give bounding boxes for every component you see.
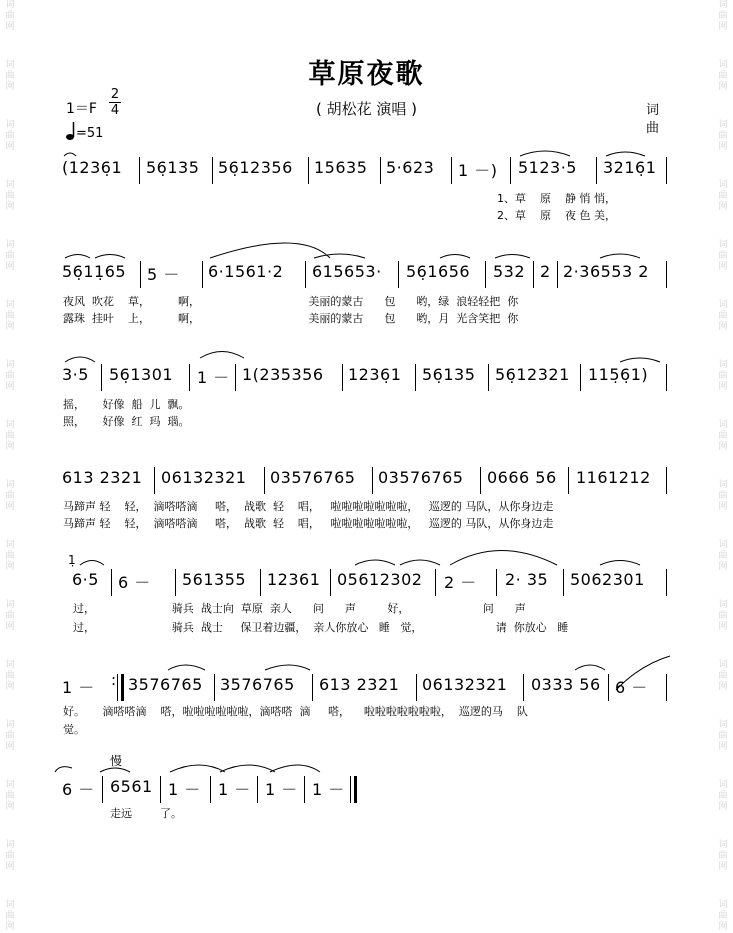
measure: 56̣1656	[406, 262, 471, 281]
measure: 12361	[267, 570, 321, 589]
lyric-line: 露珠 挂叶 上， 啊， 美丽的蒙古 包 哟，月 光含笑把 你	[63, 312, 519, 325]
barline	[308, 157, 309, 184]
tempo-slow-marking: 慢	[110, 754, 123, 768]
measure: 5062301	[570, 570, 645, 589]
measure: 03576765	[378, 468, 464, 487]
barline	[140, 261, 141, 288]
measure: 2· 35	[505, 570, 549, 589]
measure: 115̣6̣1)	[588, 365, 649, 384]
barline	[510, 157, 511, 184]
measure: 6 －	[118, 573, 151, 592]
barline	[380, 157, 381, 184]
barline	[372, 467, 373, 494]
lyric-line: 1、草 原 静 悄 悄，	[497, 192, 616, 205]
barline	[666, 674, 667, 701]
measure: 3216̣1	[603, 158, 657, 177]
time-signature	[109, 88, 121, 117]
lyric-line: 马蹄声 轻 轻， 滴嗒嗒滴 嗒， 战歌 轻 唱， 啦啦啦啦啦啦啦， 巡逻的 马队，从你身边走	[63, 517, 554, 530]
watermark-text: 词 曲 网	[5, 840, 15, 872]
measure: 613 2321	[62, 468, 143, 487]
measure: 1 －	[62, 678, 95, 697]
measure: 56̣135	[146, 158, 200, 177]
watermark-text: 词 曲 网	[5, 60, 15, 92]
measure: 6 －	[615, 678, 648, 697]
barline	[342, 364, 343, 391]
measure: 615653·	[312, 262, 382, 281]
lyric-line: 摇， 好像 船 儿 飘。	[63, 398, 190, 411]
measure: 5123·5	[518, 158, 577, 177]
lyric-line: 过， 骑兵 战士 保卫着边疆， 亲人你放心 睡 觉， 请 你放心 睡	[73, 621, 569, 634]
watermark-text: 词 曲 网	[5, 660, 15, 692]
measure: 561355	[182, 570, 247, 589]
measure: 1236̣1	[348, 365, 402, 384]
watermark-text: 词 曲 网	[718, 0, 728, 32]
key-signature: 1＝F	[66, 101, 97, 117]
lyric-line: 好。 滴嗒嗒滴 嗒，啦啦啦啦啦啦，滴嗒嗒 滴 嗒， 啦啦啦啦啦啦啦， 巡逻的马 队	[63, 705, 528, 718]
barline	[557, 261, 558, 288]
measure: 5 －	[147, 265, 180, 284]
barline	[139, 157, 140, 184]
measure: 1 －	[168, 780, 201, 799]
barline	[264, 467, 265, 494]
barline	[608, 674, 609, 701]
barline	[235, 364, 236, 391]
measure: (1236̣1	[62, 158, 123, 177]
watermark-text: 词 曲 网	[718, 420, 728, 452]
watermark-text: 词 曲 网	[718, 540, 728, 572]
measure: 1(235356	[242, 365, 324, 384]
barline	[666, 467, 667, 494]
watermark-text: 词 曲 网	[718, 840, 728, 872]
barline	[305, 261, 306, 288]
measure: 15635	[314, 158, 368, 177]
watermark-text: 词 曲 网	[718, 240, 728, 272]
tempo-value: =51	[76, 126, 104, 141]
watermark-text: 词 曲 网	[718, 300, 728, 332]
watermark-text: 词 曲 网	[718, 720, 728, 752]
watermark-text: 词 曲 网	[718, 900, 728, 932]
measure: 6·1561·2	[208, 262, 284, 281]
measure: 56̣1301	[109, 365, 174, 384]
watermark-text: 词 曲 网	[5, 480, 15, 512]
watermark-text: 词 曲 网	[5, 180, 15, 212]
time-signature-numerator: 2	[110, 87, 120, 102]
barline	[563, 569, 564, 596]
barline	[210, 776, 211, 803]
measure: 6 －	[62, 780, 95, 799]
time-signature-denominator: 4	[110, 103, 120, 118]
tempo-marking	[66, 121, 103, 141]
measure: 3576765	[220, 675, 295, 694]
measure: 3·5	[62, 365, 89, 384]
barline	[175, 569, 176, 596]
watermark-text: 词 曲 网	[5, 240, 15, 272]
watermark-left	[1, 0, 19, 932]
lyric-line: 照， 好像 红 玛 瑙。	[63, 415, 190, 428]
measure: 56̣135	[422, 365, 476, 384]
watermark-text: 词 曲 网	[718, 780, 728, 812]
measure: 613 2321	[319, 675, 400, 694]
barline	[596, 157, 597, 184]
measure: 1161212	[576, 468, 651, 487]
barline	[398, 261, 399, 288]
watermark-text: 词 曲 网	[718, 480, 728, 512]
final-barline	[350, 776, 357, 803]
barline	[485, 261, 486, 288]
watermark-text: 词 曲 网	[5, 780, 15, 812]
lyric-line: 走远 了。	[110, 807, 182, 820]
lyric-line: 夜风 吹花 草， 啊， 美丽的蒙古 包 哟，绿 浪轻轻把 你	[63, 295, 519, 308]
measure: 5·623	[386, 158, 435, 177]
measure: 03576765	[270, 468, 356, 487]
performer-credit: ( 胡松花 演唱 )	[315, 100, 417, 118]
measure: 2·36553 2	[563, 262, 649, 281]
barline	[214, 674, 215, 701]
measure: 2	[540, 262, 551, 281]
measure: 1 －	[312, 780, 345, 799]
barline	[580, 364, 581, 391]
quarter-note-icon	[66, 121, 76, 141]
watermark-text: 词 曲 网	[718, 180, 728, 212]
measure: 532	[493, 262, 526, 281]
watermark-text: 词 曲 网	[5, 720, 15, 752]
barline	[304, 776, 305, 803]
repeat-barline	[117, 674, 124, 701]
measure: 6561	[110, 777, 153, 796]
lyricist-label: 词	[646, 103, 660, 118]
barline	[154, 467, 155, 494]
watermark-text: 词 曲 网	[5, 600, 15, 632]
watermark-text: 词 曲 网	[5, 540, 15, 572]
barline	[257, 776, 258, 803]
barline	[666, 157, 667, 184]
watermark-right	[714, 0, 732, 932]
barline	[330, 569, 331, 596]
measure: 05612302	[337, 570, 423, 589]
measure: 0333 56	[531, 675, 601, 694]
barline	[102, 776, 103, 803]
barline	[202, 261, 203, 288]
measure: 56̣12356	[218, 158, 293, 177]
composer-label: 曲	[646, 121, 660, 136]
measure: 56̣12321	[495, 365, 570, 384]
barline	[212, 157, 213, 184]
barline	[666, 261, 667, 288]
barline	[533, 261, 534, 288]
watermark-text: 词 曲 网	[718, 600, 728, 632]
watermark-text: 词 曲 网	[718, 360, 728, 392]
watermark-text: 词 曲 网	[5, 420, 15, 452]
barline	[568, 467, 569, 494]
barline	[488, 364, 489, 391]
measure: 1 －)	[458, 161, 498, 180]
barline	[160, 776, 161, 803]
barline	[435, 569, 436, 596]
barline	[312, 674, 313, 701]
barline	[666, 569, 667, 596]
barline	[260, 569, 261, 596]
watermark-text: 词 曲 网	[5, 0, 15, 32]
watermark-text: 词 曲 网	[718, 120, 728, 152]
measure: 1 －	[197, 368, 230, 387]
measure: 3576765	[128, 675, 203, 694]
lyric-line: 过， 骑兵 战士向 草原 亲人 问 声 好， 问 声	[73, 602, 526, 615]
watermark-text: 词 曲 网	[5, 120, 15, 152]
measure: 2 －	[444, 573, 477, 592]
barline	[111, 569, 112, 596]
watermark-text: 词 曲 网	[718, 60, 728, 92]
measure: 56̣11̣65	[62, 262, 127, 281]
repeat-dots: :	[111, 671, 117, 689]
barline	[415, 364, 416, 391]
volta-mark: 1̣	[68, 553, 76, 567]
lyric-line: 马蹄声 轻 轻， 滴嗒嗒滴 嗒， 战歌 轻 唱， 啦啦啦啦啦啦啦， 巡逻的 马队，从你身边走	[63, 500, 554, 513]
measure: 06132321	[422, 675, 508, 694]
barline	[496, 569, 497, 596]
barline	[480, 467, 481, 494]
barline	[189, 364, 190, 391]
lyric-line: 2、草 原 夜 色 美，	[497, 209, 616, 222]
measure: 1 －	[265, 780, 298, 799]
measure: 0666 56	[487, 468, 557, 487]
watermark-text: 词 曲 网	[5, 300, 15, 332]
barline	[451, 157, 452, 184]
measure: 1 －	[218, 780, 251, 799]
lyric-line: 觉。	[63, 723, 85, 736]
song-title: 草原夜歌	[308, 59, 425, 90]
watermark-text: 词 曲 网	[718, 660, 728, 692]
measure: 06132321	[161, 468, 247, 487]
barline	[101, 364, 102, 391]
watermark-text: 词 曲 网	[5, 900, 15, 932]
watermark-text: 词 曲 网	[5, 360, 15, 392]
barline	[416, 674, 417, 701]
barline	[666, 364, 667, 391]
measure: 6·5	[72, 570, 99, 589]
barline	[523, 674, 524, 701]
